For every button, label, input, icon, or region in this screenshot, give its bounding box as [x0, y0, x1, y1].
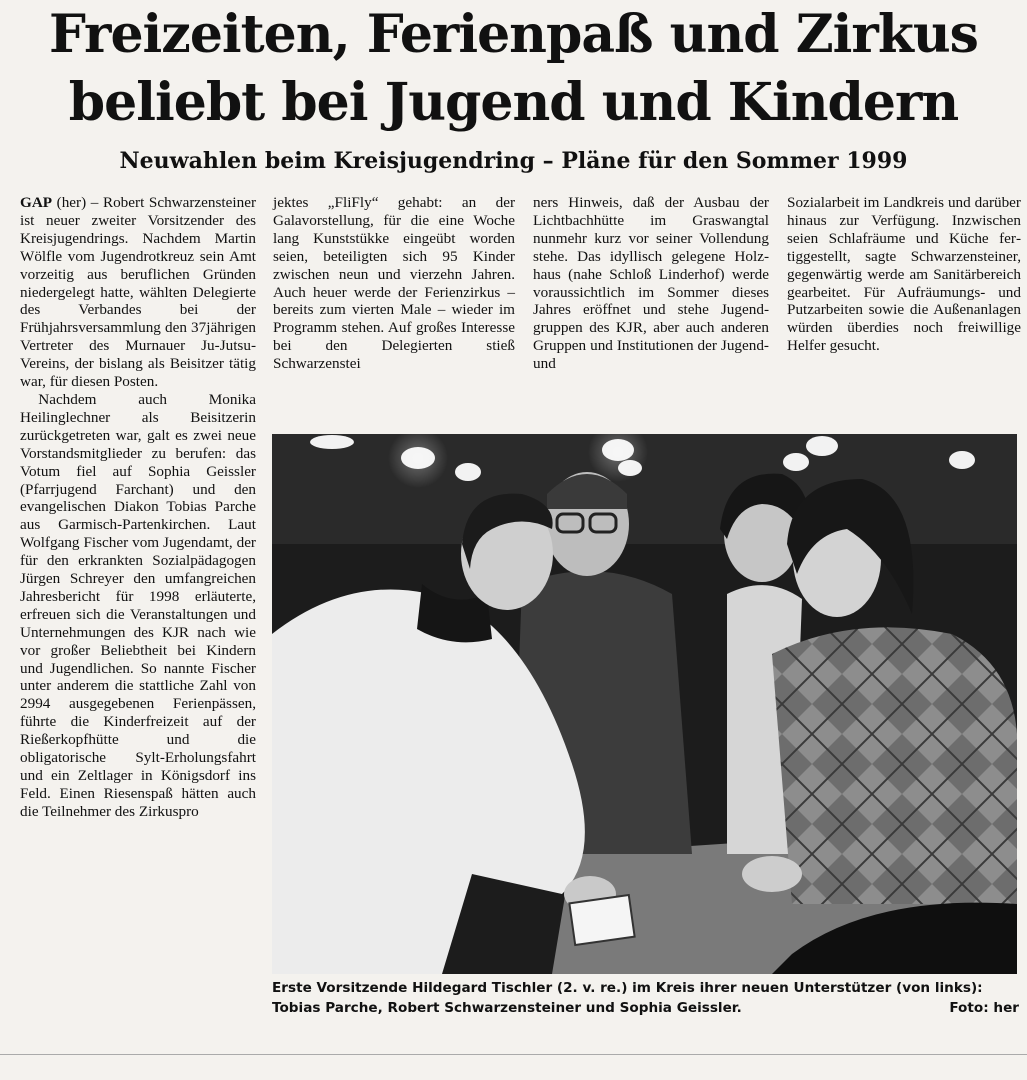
photo-illustration: [272, 434, 1017, 974]
subheadline: Neuwahlen beim Kreisjugendring – Pläne für den Sommer 1999: [119, 148, 908, 174]
dateline: GAP: [20, 194, 53, 211]
paragraph-1-text: (her) – Robert Schwarzensteiner ist neuer zweiter Vorsitzender des Kreisjugendrings. Nachdem Martin Wölfle vom Jugendrotkreuz sein Amt vorzeitig aus beruflichen Gründen niedergelegt hatte, wählten Delegierte des Verbandes bei der Frühjahrsversammlung den 37jährigen Vertreter des Murnauer Ju-Jutsu-Vereins, der bislang als Beisitzer tätig war, für diesen Posten.: [20, 194, 256, 391]
news-photo: [272, 434, 1017, 974]
caption-text: Erste Vorsitzende Hildegard Tischler (2. v. re.) im Kreis ihrer neuen Unterstützer (von links): Tobias Parche, Robert Schwarzensteiner und Sophia Geissler.: [272, 980, 983, 1016]
article-column-1: [20, 194, 256, 821]
headline-line-2: beliebt bei Jugend und Kindern: [68, 72, 959, 133]
paragraph-2: Nachdem auch Monika Heilinglechner als Beisitzerin zurückgetreten war, galt es zwei neue Vorstandsmitglieder zu berufen: das Votum fiel auf Sophia Geissler (Pfarrjugend Farchant) und den evangelischen Diakon Tobias Parche aus Garmisch-Partenkirchen. Laut Wolfgang Fischer vom Jugendamt, der für den erkrankten Sozialpädagogen Jürgen Schreyer den umfangreichen Jahresbericht für 1998 erläuterte, erfreuen sich die Veranstaltungen und Unternehmungen des KJR nach wie vor großer Beliebtheit bei Kindern und Jugendlichen. So nannte Fischer unter anderem die stattliche Zahl von 2994 ausgegebenen Ferienpässen, führte die Kinderfreizeit auf der Rießerkopfhütte und die obligatorische Sylt-Erholungsfahrt und ein Zeltlager in Königsdorf ins Feld. Einen Riesenspaß hätten auch die Teilnehmer des Zirkuspro: [20, 390, 256, 820]
page-bottom-rule: [0, 1054, 1027, 1055]
article-column-4: [787, 194, 1021, 355]
column-2-text: jektes „FliFly“ gehabt: an der Galavorstellung, für die eine Woche lang Kunststükke eingeübt worden seien, beteiligten sich 95 Kinder zwischen neun und vierzehn Jahren. Auch heuer werde der Ferienzirkus – bereits zum vierten Male – wieder im Programm stehen. Auf großes Interesse bei den Delegierten stieß Schwarzenstei: [273, 194, 515, 373]
photo-credit: Foto: her: [949, 1000, 1019, 1016]
column-3-text: ners Hinweis, daß der Ausbau der Lichtbachhütte im Graswangtal nunmehr kurz vor seiner Vollendung stehe. Das idyllisch gelegene Holzhaus (nahe Schloß Linderhof) werde voraussichtlich im Sommer dieses Jahres eröffnet und stehe Jugendgruppen des KJR, aber auch anderen Gruppen und Institutionen der Jugend- und: [533, 194, 769, 373]
paragraph-1: [20, 194, 256, 391]
photo-caption: [272, 978, 1019, 1018]
article-column-3: [533, 194, 769, 373]
column-4-text: Sozialarbeit im Landkreis und darüber hinaus zur Verfügung. Inzwischen seien Schlafräume und Küche fertiggestellt, sagte Schwarzensteiner, gegenwärtig werde am Sanitärbereich gearbeitet. Für Aufräumungs- und Putzarbeiten sowie die Außenanlagen würden überdies noch freiwillige Helfer gesucht.: [787, 194, 1021, 355]
headline-line-1: Freizeiten, Ferienpaß und Zirkus: [49, 4, 978, 65]
article-column-2: [273, 194, 515, 373]
